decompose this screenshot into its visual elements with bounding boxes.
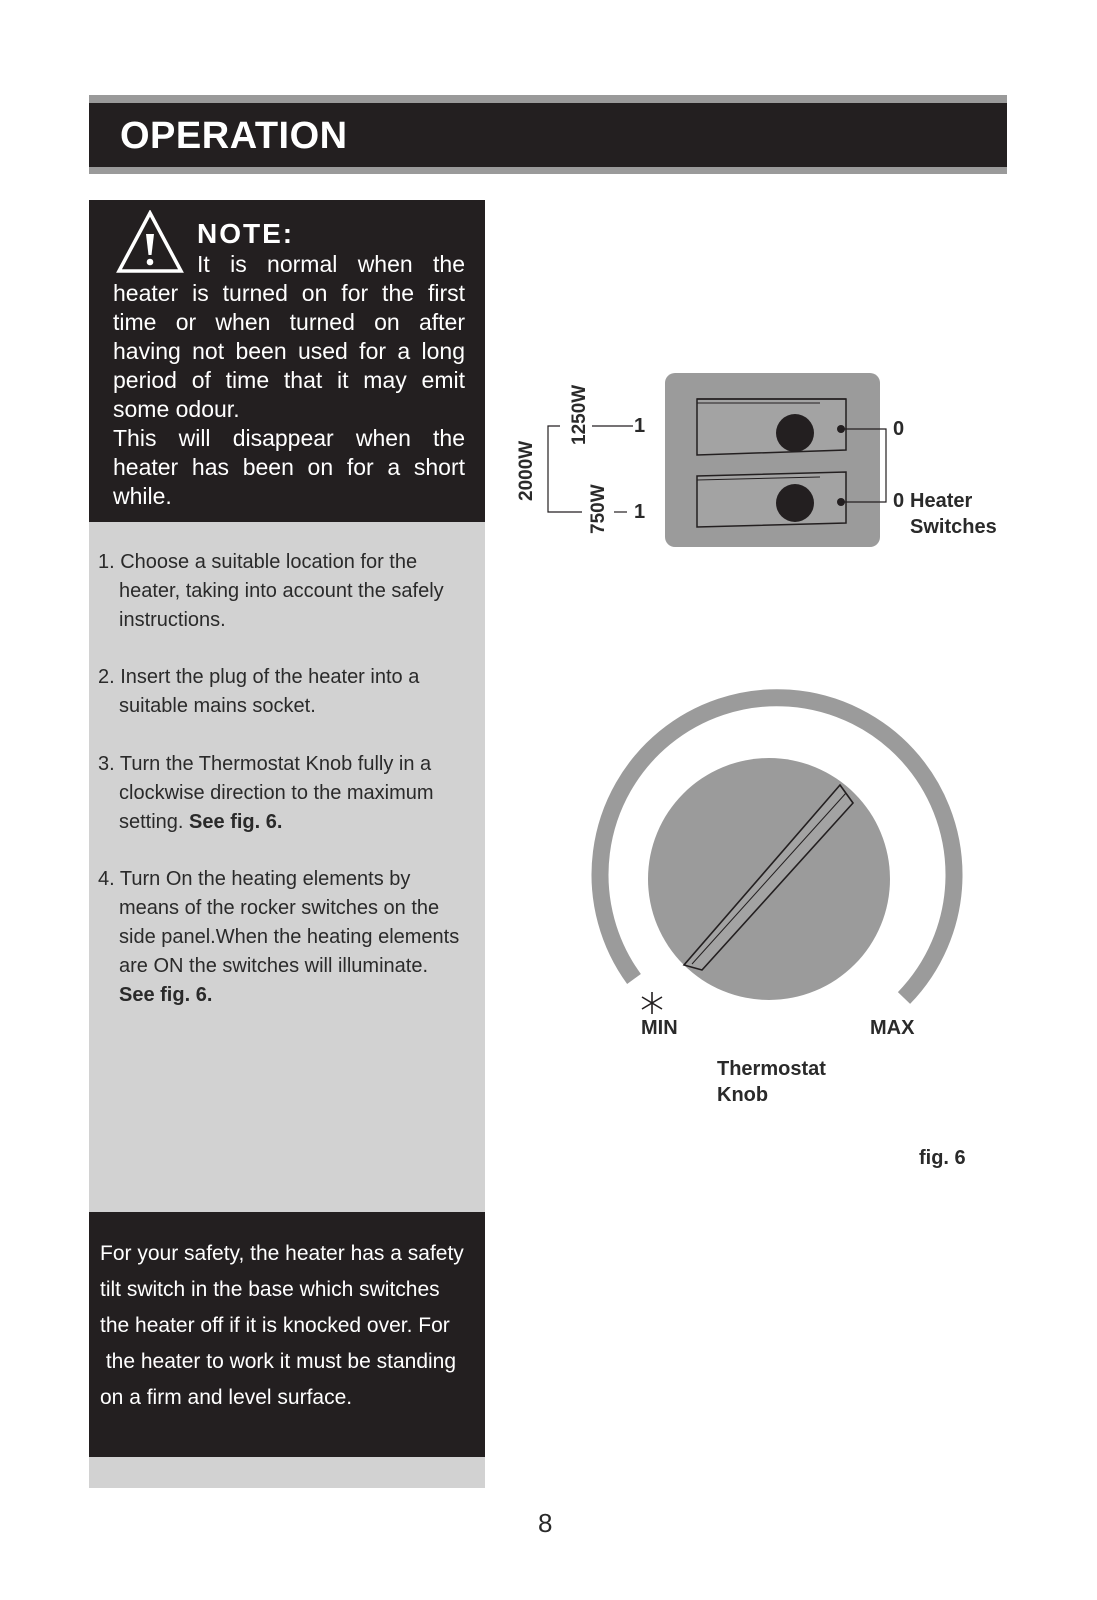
figure-caption: fig. 6: [919, 1147, 966, 1169]
upper-switch-indicator: [776, 414, 814, 452]
note-title: NOTE:: [197, 218, 295, 249]
step-line: clockwise direction to the maximum: [119, 782, 434, 804]
thermostat-knob-label-2: Knob: [717, 1084, 769, 1106]
page-title: OPERATION: [120, 115, 348, 157]
safety-line: the heater off if it is knocked over. For: [100, 1314, 450, 1337]
upper-rocker-switch: [697, 399, 846, 455]
switch-off-upper: 0: [893, 418, 905, 440]
step-line: 3. Turn the Thermostat Knob fully in a: [98, 753, 432, 775]
heater-switches-label-2: Switches: [910, 516, 997, 538]
note-line: some odour.: [113, 396, 240, 422]
step-line: are ON the switches will illuminate.: [119, 955, 428, 977]
dial-min-label: MIN: [641, 1017, 678, 1039]
note-line: having not been used for a long: [113, 338, 465, 364]
lower-rocker-switch: [697, 472, 846, 527]
step-line: 4. Turn On the heating elements by: [98, 868, 411, 890]
step-line: setting.: [119, 811, 190, 833]
heater-switches-label-1: Heater: [910, 490, 973, 512]
note-line: while.: [113, 483, 172, 509]
dial-max-label: MAX: [870, 1017, 915, 1039]
switch-on-upper: 1: [634, 415, 646, 437]
page-number: 8: [538, 1508, 553, 1538]
snowflake-icon: [642, 992, 662, 1014]
step-line: 2. Insert the plug of the heater into a: [98, 666, 420, 688]
safety-line: For your safety, the heater has a safety: [100, 1242, 464, 1265]
note-line: time or when turned on after: [113, 309, 465, 335]
safety-line: on a firm and level surface.: [100, 1386, 353, 1409]
note-line: heater is turned on for the first: [113, 280, 465, 306]
note-line: period of time that it may emit: [113, 367, 465, 393]
note-line: heater has been on for a short: [113, 454, 465, 480]
step-line: heater, taking into account the safely: [119, 580, 444, 602]
watt-upper-label: 1250W: [569, 384, 590, 445]
switch-off-lower: 0: [893, 490, 905, 512]
thermostat-knob-label-1: Thermostat: [717, 1058, 826, 1080]
step-line: means of the rocker switches on the: [119, 897, 440, 919]
step-line: suitable mains socket.: [119, 695, 316, 717]
safety-line: the heater to work it must be standing: [100, 1350, 457, 1373]
safety-line: tilt switch in the base which switches: [100, 1278, 440, 1301]
lower-switch-indicator: [776, 484, 814, 522]
step-line: instructions.: [119, 609, 226, 631]
step-line: side panel.When the heating elements: [119, 926, 460, 948]
watt-total-label: 2000W: [516, 440, 537, 501]
note-line: This will disappear when the: [113, 425, 465, 451]
switch-on-lower: 1: [634, 501, 646, 523]
watt-lower-label: 750W: [588, 484, 609, 534]
figure-reference: See fig. 6.: [189, 811, 283, 833]
step-line: 1. Choose a suitable location for the: [98, 551, 418, 573]
figure-reference: See fig. 6.: [119, 984, 213, 1006]
note-line: It is normal when the: [197, 251, 465, 277]
